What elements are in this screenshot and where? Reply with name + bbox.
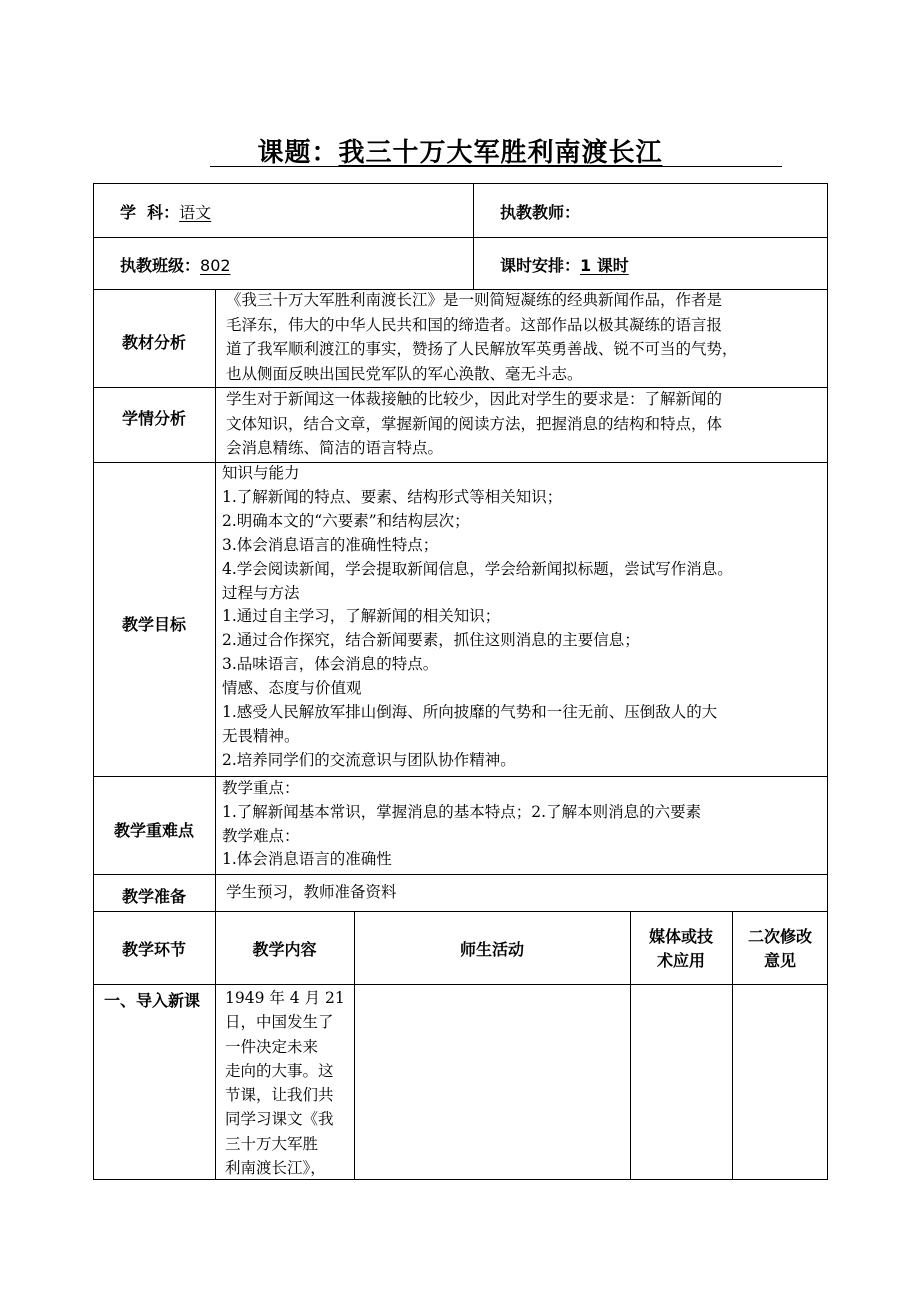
goals-line: 2.明确本文的“六要素”和结构层次； [222, 511, 470, 530]
keypoints-line: 1.了解新闻基本常识，掌握消息的基本特点；2.了解本则消息的六要素 [222, 802, 702, 821]
hours-label: 课时安排： [500, 256, 581, 275]
title-rule [210, 166, 782, 167]
class-field [120, 253, 231, 276]
material-line: 毛泽东，伟大的中华人民共和国的缔造者。这部作品以极其凝练的语言报 [226, 315, 723, 334]
revise-header-line: 二次修改 [747, 927, 812, 946]
students-label: 学情分析 [121, 409, 186, 428]
subject-label: 学 科： [120, 203, 180, 222]
row-divider [93, 984, 828, 985]
material-label: 教材分析 [121, 333, 186, 352]
prep-text: 学生预习，教师准备资料 [226, 883, 397, 901]
keypoints-line: 教学难点： [222, 826, 300, 845]
keypoints-line: 教学重点： [222, 779, 300, 797]
students-line: 会消息精练、简洁的语言特点。 [226, 439, 444, 458]
material-line: 道了我军顺利渡江的事实，赞扬了人民解放军英勇善战、锐不可当的气势， [226, 340, 738, 359]
goals-line: 1.感受人民解放军排山倒海、所向披靡的气势和一往无前、压倒敌人的大 [222, 703, 718, 722]
goals-line: 过程与方法 [222, 583, 300, 602]
col-header-content: 教学内容 [252, 940, 317, 959]
content-line: 走向的大事。这 [225, 1061, 334, 1080]
col-header-stage: 教学环节 [121, 940, 186, 959]
students-line: 学生对于新闻这一体裁接触的比较少，因此对学生的要求是：了解新闻的 [226, 390, 723, 408]
revise-header-line: 意见 [763, 951, 796, 970]
goals-line: 知识与能力 [222, 464, 300, 482]
material-line: 《我三十万大军胜利南渡长江》是一则简短凝练的经典新闻作品，作者是 [226, 291, 723, 309]
content-line: 同学习课文《我 [225, 1110, 334, 1129]
subject-field [120, 200, 211, 223]
goals-line: 3.品味语言，体会消息的特点。 [222, 655, 439, 674]
keypoints-text [222, 777, 701, 872]
media-header-line: 术应用 [656, 951, 705, 970]
goals-line: 1.了解新闻的特点、要素、结构形式等相关知识； [222, 487, 563, 506]
title-prefix: 课题： [257, 138, 339, 168]
content-line: 节课，让我们共 [225, 1086, 334, 1105]
goals-line: 3.体会消息语言的准确性特点； [222, 535, 439, 554]
goals-line: 情感、态度与价值观 [222, 679, 362, 698]
hours-value: 1 课时 [580, 256, 629, 275]
students-line: 文体知识，结合文章，掌握新闻的阅读方法，把握消息的结构和特点，体 [226, 414, 723, 433]
material-text [226, 288, 738, 386]
teacher-field [500, 200, 580, 223]
title-main: 我三十万大军胜利南渡长江 [338, 138, 663, 168]
goals-line: 2.培养同学们的交流意识与团队协作精神。 [222, 750, 516, 769]
goals-label: 教学目标 [121, 615, 186, 634]
hours-field [500, 253, 629, 276]
material-line: 也从侧面反映出国民党军队的军心涣散、毫无斗志。 [226, 364, 583, 383]
content-line: 一件决定未来 [225, 1037, 319, 1056]
col-header-media [630, 925, 732, 973]
subject-value: 语文 [179, 203, 212, 222]
content-cell [225, 986, 351, 1180]
goals-line: 2.通过合作探究，结合新闻要素，抓住这则消息的主要信息； [222, 631, 640, 650]
class-label: 执教班级： [120, 256, 201, 275]
goals-line: 4.学会阅读新闻，学会提取新闻信息，学会给新闻拟标题，尝试写作消息。 [222, 559, 733, 578]
class-value: 802 [200, 256, 231, 275]
content-line: 三十万大军胜 [225, 1134, 319, 1153]
content-line: 1949 年 4 月 21 [225, 989, 345, 1007]
prep-label: 教学准备 [121, 887, 186, 906]
lesson-title [0, 132, 920, 169]
content-line: 日，中国发生了 [225, 1013, 334, 1032]
media-header-line: 媒体或技 [648, 927, 713, 946]
row-divider [93, 874, 828, 875]
col-header-activity: 师生活动 [459, 940, 524, 959]
row-divider [93, 911, 828, 912]
col-header-revise [732, 925, 828, 973]
goals-line: 1.通过自主学习，了解新闻的相关知识； [222, 607, 501, 626]
col-divider [215, 289, 216, 1180]
stage-cell: 一、导入新课 [104, 991, 201, 1010]
goals-line: 无畏精神。 [222, 726, 300, 745]
col-divider [473, 183, 474, 289]
teacher-label: 执教教师： [500, 203, 581, 222]
students-text [226, 387, 722, 461]
keypoints-label: 教学重难点 [113, 821, 194, 840]
row-divider [93, 237, 828, 238]
keypoints-line: 1.体会消息语言的准确性 [222, 850, 392, 869]
content-line: 利南渡长江》， [225, 1159, 326, 1178]
goals-text [222, 462, 733, 773]
